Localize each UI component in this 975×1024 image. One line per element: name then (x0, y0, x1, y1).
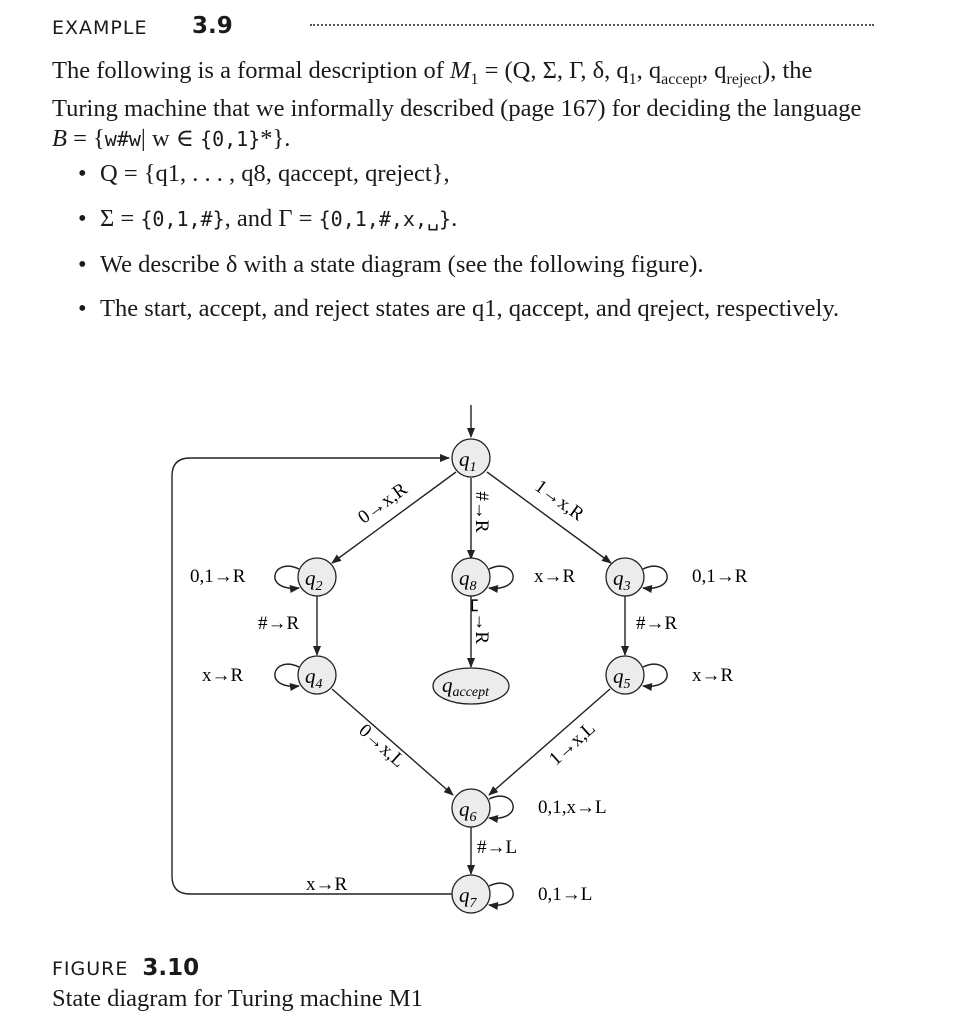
loop-q8 (489, 566, 513, 588)
loop-q5 (643, 664, 667, 686)
loop-q2 (275, 566, 299, 588)
label-q3-q5: #→R (636, 613, 678, 634)
intro-paragraph (52, 56, 882, 154)
para-text-4: , q (702, 57, 727, 84)
label-q1-q8: #→R (471, 491, 492, 533)
figure-caption: State diagram for Turing machine M1 (52, 985, 423, 1012)
state-diagram (0, 395, 975, 950)
state-q8-label: $q_8$ (459, 566, 477, 594)
figure-label: FIGURE (52, 958, 129, 980)
label-q4-q6: 0→x,L (354, 719, 409, 772)
machine-symbol: M (450, 57, 471, 84)
header-dotted-rule (310, 24, 874, 26)
bullet-dot: • (78, 160, 87, 187)
para-text-3: , q (636, 57, 662, 84)
bullet-special-states (78, 294, 839, 324)
state-q4-label: $q_4$ (305, 664, 323, 692)
loop-q3 (643, 566, 667, 588)
bullet-states-text: Q = {q1, . . . , q8, qaccept, qreject}, (100, 160, 450, 187)
para-text-1: The following is a formal description of (52, 57, 451, 84)
state-q7 (452, 875, 490, 913)
label-q3-self: 0,1→R (692, 566, 748, 587)
bullet-sigma-pre: Σ = (100, 205, 141, 232)
alphabet-set: {0,1} (200, 126, 261, 151)
bullet-alpha-end: . (451, 205, 458, 232)
reject-sub: reject (726, 70, 763, 88)
state-qaccept (433, 668, 509, 704)
state-q5-label: $q_5$ (613, 664, 631, 692)
state-q2 (298, 558, 336, 596)
state-q3-label: $q_3$ (613, 566, 631, 594)
state-q6 (452, 789, 490, 827)
machine-sub: 1 (470, 70, 479, 88)
bullet-special-text: The start, accept, and reject states are q1, qaccept, and qreject, respectively. (100, 295, 840, 322)
state-q5 (606, 656, 644, 694)
label-q5-q6: 1→x,L (545, 717, 600, 770)
label-q2-self: 0,1→R (190, 566, 246, 587)
loop-q7 (489, 883, 513, 905)
state-qaccept-label: qaccept (442, 673, 490, 700)
para-text-5: ), the Turing machine that we informally described (page 167) for deciding the language (52, 57, 862, 123)
state-q2-label: $q_2$ (305, 566, 323, 594)
para-text-2: = (Q, Σ, Γ, δ, q (478, 57, 629, 84)
para-text-7: | w ∈ (140, 124, 201, 152)
figure-header (52, 955, 199, 981)
bullet-dot: • (78, 295, 87, 322)
state-q4 (298, 656, 336, 694)
label-q1-q2: 0→x,R (354, 478, 412, 529)
bullet-sigma-set: {0,1,#} (140, 207, 225, 231)
label-q6-self: 0,1,x→L (538, 797, 607, 818)
q1-sub: 1 (628, 70, 637, 88)
label-q5-self: x→R (692, 665, 734, 686)
bullet-dot: • (78, 251, 87, 278)
label-q2-q4: #→R (258, 613, 300, 634)
loop-q4 (275, 664, 299, 686)
example-header (52, 10, 874, 42)
edge-q5-q6 (489, 689, 610, 795)
label-q7-self: 0,1→L (538, 884, 593, 905)
label-q8-qaccept: ␣→R (471, 597, 492, 645)
state-q1 (452, 439, 490, 477)
loop-q6 (489, 796, 513, 818)
accept-sub: accept (661, 70, 703, 88)
state-q1-label: $q_1$ (459, 447, 477, 475)
state-q7-label: $q_7$ (459, 883, 477, 911)
bullet-alphabets (78, 204, 457, 234)
bullet-states (78, 159, 450, 189)
bullet-gamma-pre: , and Γ = (224, 205, 319, 232)
bullet-delta (78, 250, 703, 280)
para-text-6: = { (66, 124, 105, 152)
label-q1-q3: 1→x,R (530, 475, 588, 526)
label-q7-q1: x→R (306, 874, 348, 895)
label-q4-self: x→R (202, 665, 244, 686)
figure-number: 3.10 (142, 955, 200, 981)
state-q6-label: $q_6$ (459, 797, 477, 825)
para-text-8: *}. (260, 124, 291, 152)
bullet-gamma-set: {0,1,#,x,␣} (318, 207, 452, 231)
example-label: EXAMPLE (52, 17, 148, 39)
bullet-dot: • (78, 205, 87, 232)
example-number: 3.9 (192, 13, 233, 39)
label-q6-q7: #→L (477, 837, 518, 858)
label-q8-self: x→R (534, 566, 576, 587)
language-string: w#w (104, 126, 141, 151)
state-q8 (452, 558, 490, 596)
state-q3 (606, 558, 644, 596)
language-symbol: B (52, 124, 67, 152)
bullet-delta-text: We describe δ with a state diagram (see the following figure). (100, 251, 704, 278)
